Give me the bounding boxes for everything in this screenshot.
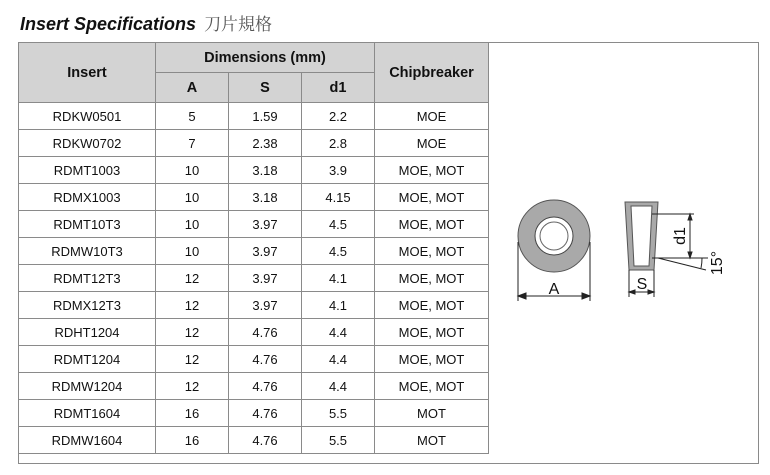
header-a: A — [156, 73, 229, 103]
table-row — [19, 292, 489, 319]
cell-insert: RDMX12T3 — [19, 292, 156, 319]
cell-d1: 4.5 — [302, 211, 375, 238]
table-row — [19, 238, 489, 265]
cell-insert: RDKW0501 — [19, 103, 156, 130]
header-insert: Insert — [19, 43, 156, 103]
cell-a: 12 — [156, 373, 229, 400]
cell-insert: RDMX1003 — [19, 184, 156, 211]
cell-insert: RDKW0702 — [19, 130, 156, 157]
table-row — [19, 130, 489, 157]
cell-d1: 4.5 — [302, 238, 375, 265]
insert-hole-inner — [540, 222, 568, 250]
cell-s: 4.76 — [229, 373, 302, 400]
cell-a: 10 — [156, 238, 229, 265]
table-row — [19, 373, 489, 400]
cell-d1: 4.4 — [302, 373, 375, 400]
cell-chipbreaker: MOE — [375, 130, 489, 157]
cell-s: 2.38 — [229, 130, 302, 157]
cell-insert: RDMT1003 — [19, 157, 156, 184]
table-row — [19, 157, 489, 184]
table-row — [19, 400, 489, 427]
cell-a: 5 — [156, 103, 229, 130]
title-english: Insert Specifications — [20, 14, 197, 34]
table-row — [19, 265, 489, 292]
cell-s: 4.76 — [229, 319, 302, 346]
cell-d1: 2.8 — [302, 130, 375, 157]
cell-d1: 4.4 — [302, 346, 375, 373]
insert-side-view — [625, 202, 658, 270]
cell-s: 3.97 — [229, 265, 302, 292]
cell-insert: RDMW10T3 — [19, 238, 156, 265]
cell-d1: 5.5 — [302, 400, 375, 427]
table-body — [19, 103, 489, 454]
cell-d1: 5.5 — [302, 427, 375, 454]
header-chipbreaker: Chipbreaker — [375, 43, 489, 103]
cell-insert: RDMT1204 — [19, 346, 156, 373]
title-chinese: 刀片規格 — [204, 15, 273, 35]
cell-d1: 4.4 — [302, 319, 375, 346]
cell-s: 3.18 — [229, 184, 302, 211]
label-a: A — [548, 281, 560, 298]
cell-a: 12 — [156, 319, 229, 346]
header-dimensions: Dimensions (mm) — [156, 43, 375, 73]
cell-chipbreaker: MOE, MOT — [375, 292, 489, 319]
cell-s: 4.76 — [229, 400, 302, 427]
cell-a: 10 — [156, 157, 229, 184]
label-s: S — [636, 276, 648, 293]
cell-a: 12 — [156, 265, 229, 292]
cell-s: 4.76 — [229, 346, 302, 373]
cell-insert: RDMT1604 — [19, 400, 156, 427]
cell-insert: RDMT10T3 — [19, 211, 156, 238]
cell-chipbreaker: MOE, MOT — [375, 346, 489, 373]
cell-chipbreaker: MOE, MOT — [375, 373, 489, 400]
insert-top-view — [518, 200, 590, 272]
cell-chipbreaker: MOE, MOT — [375, 184, 489, 211]
cell-s: 4.76 — [229, 427, 302, 454]
header-d1: d1 — [302, 73, 375, 103]
table-row — [19, 346, 489, 373]
cell-d1: 4.1 — [302, 265, 375, 292]
cell-s: 3.18 — [229, 157, 302, 184]
cell-s: 3.97 — [229, 292, 302, 319]
cell-d1: 3.9 — [302, 157, 375, 184]
page-title — [20, 10, 272, 36]
cell-a: 12 — [156, 292, 229, 319]
insert-spec-table — [18, 42, 489, 454]
table-row — [19, 319, 489, 346]
cell-d1: 4.1 — [302, 292, 375, 319]
cell-chipbreaker: MOE — [375, 103, 489, 130]
angle-indicator — [658, 258, 708, 270]
cell-chipbreaker: MOT — [375, 427, 489, 454]
cell-chipbreaker: MOE, MOT — [375, 319, 489, 346]
header-s: S — [229, 73, 302, 103]
cell-a: 12 — [156, 346, 229, 373]
cell-chipbreaker: MOT — [375, 400, 489, 427]
cell-a: 16 — [156, 400, 229, 427]
table-row — [19, 184, 489, 211]
cell-chipbreaker: MOE, MOT — [375, 265, 489, 292]
cell-chipbreaker: MOE, MOT — [375, 238, 489, 265]
cell-s: 3.97 — [229, 211, 302, 238]
cell-a: 10 — [156, 211, 229, 238]
label-d1: d1 — [672, 227, 689, 245]
table-row — [19, 103, 489, 130]
insert-drawing — [490, 180, 760, 320]
cell-d1: 4.15 — [302, 184, 375, 211]
cell-insert: RDMW1204 — [19, 373, 156, 400]
cell-s: 3.97 — [229, 238, 302, 265]
cell-a: 16 — [156, 427, 229, 454]
cell-insert: RDHT1204 — [19, 319, 156, 346]
cell-d1: 2.2 — [302, 103, 375, 130]
cell-chipbreaker: MOE, MOT — [375, 157, 489, 184]
cell-insert: RDMW1604 — [19, 427, 156, 454]
cell-a: 7 — [156, 130, 229, 157]
table-row — [19, 211, 489, 238]
cell-s: 1.59 — [229, 103, 302, 130]
cell-chipbreaker: MOE, MOT — [375, 211, 489, 238]
label-angle: 15° — [709, 250, 726, 276]
table-row — [19, 427, 489, 454]
cell-insert: RDMT12T3 — [19, 265, 156, 292]
cell-a: 10 — [156, 184, 229, 211]
